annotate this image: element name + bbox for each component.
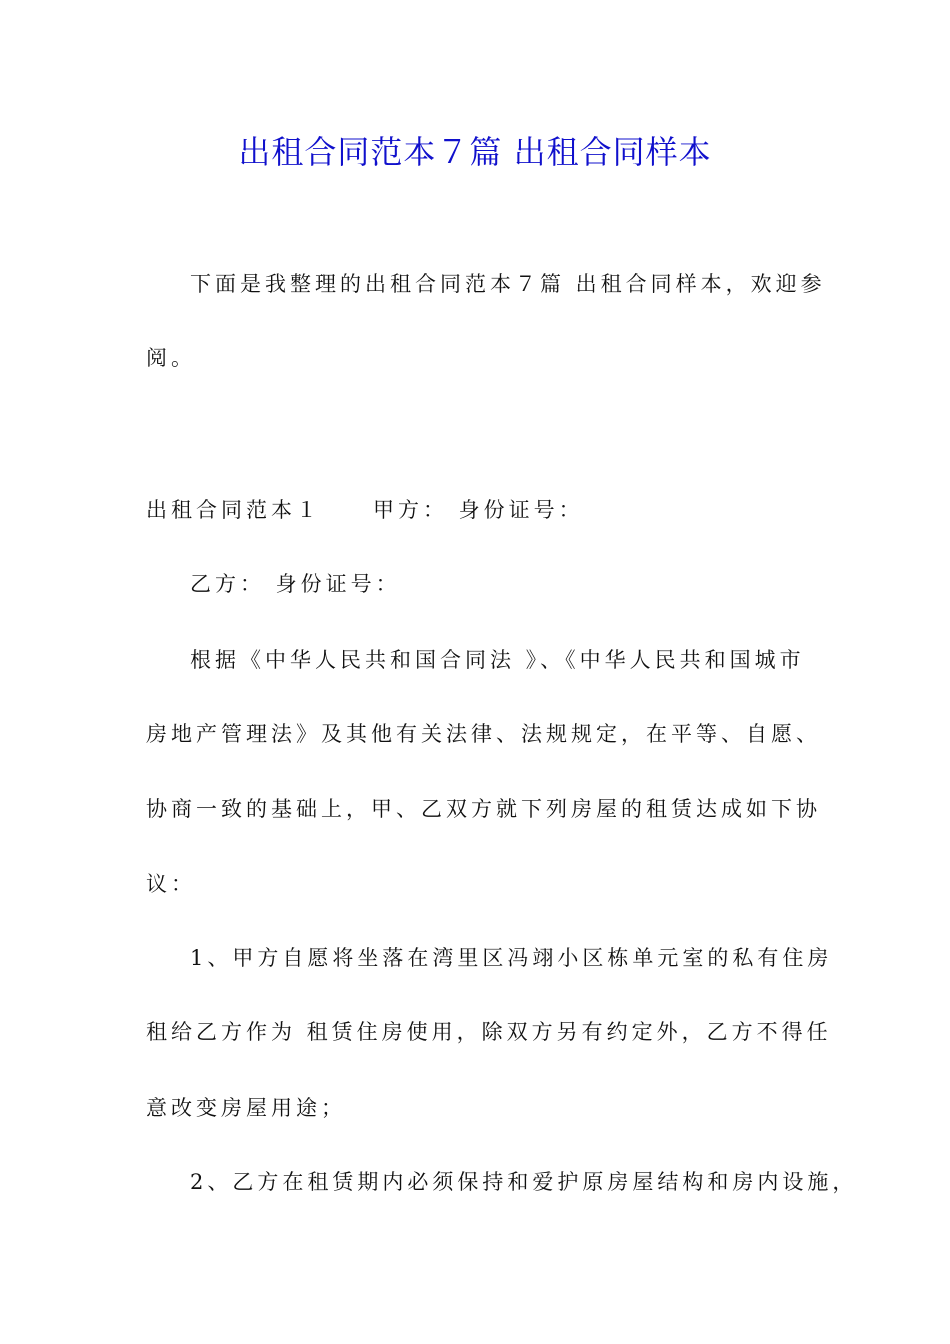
- clause-2-line-1: 2、乙方在租赁期内必须保持和爱护原房屋结构和房内设施，: [190, 1170, 858, 1194]
- intro-line-2: 阅。: [146, 346, 196, 370]
- clause-1-line-3: 意改变房屋用途；: [146, 1096, 346, 1120]
- clause-intro-line-4: 议：: [146, 872, 196, 896]
- clause-1-line-2: 租给乙方作为 租赁住房使用，除双方另有约定外，乙方不得任: [146, 1020, 832, 1044]
- clause-intro-line-2: 房地产管理法》及其他有关法律、法规规定，在平等、自愿、: [146, 722, 821, 746]
- document-title: 出租合同范本７篇 出租合同样本: [238, 133, 712, 171]
- party-a-line: 甲方： 身份证号：: [373, 498, 584, 522]
- intro-line-1: 下面是我整理的出租合同范本７篇 出租合同样本，欢迎参: [190, 272, 826, 296]
- clause-intro-line-3: 协商一致的基础上，甲、乙双方就下列房屋的租赁达成如下协: [146, 797, 821, 821]
- section-heading: 出租合同范本１: [146, 498, 321, 522]
- clause-1-line-1: 1、甲方自愿将坐落在湾里区冯翊小区栋单元室的私有住房: [190, 946, 833, 970]
- section-heading-line: [146, 494, 584, 526]
- clause-intro-line-1: 根据《中华人民共和国合同法 》、《中华人民共和国城市: [190, 648, 805, 672]
- party-b-line: 乙方： 身份证号：: [190, 572, 401, 596]
